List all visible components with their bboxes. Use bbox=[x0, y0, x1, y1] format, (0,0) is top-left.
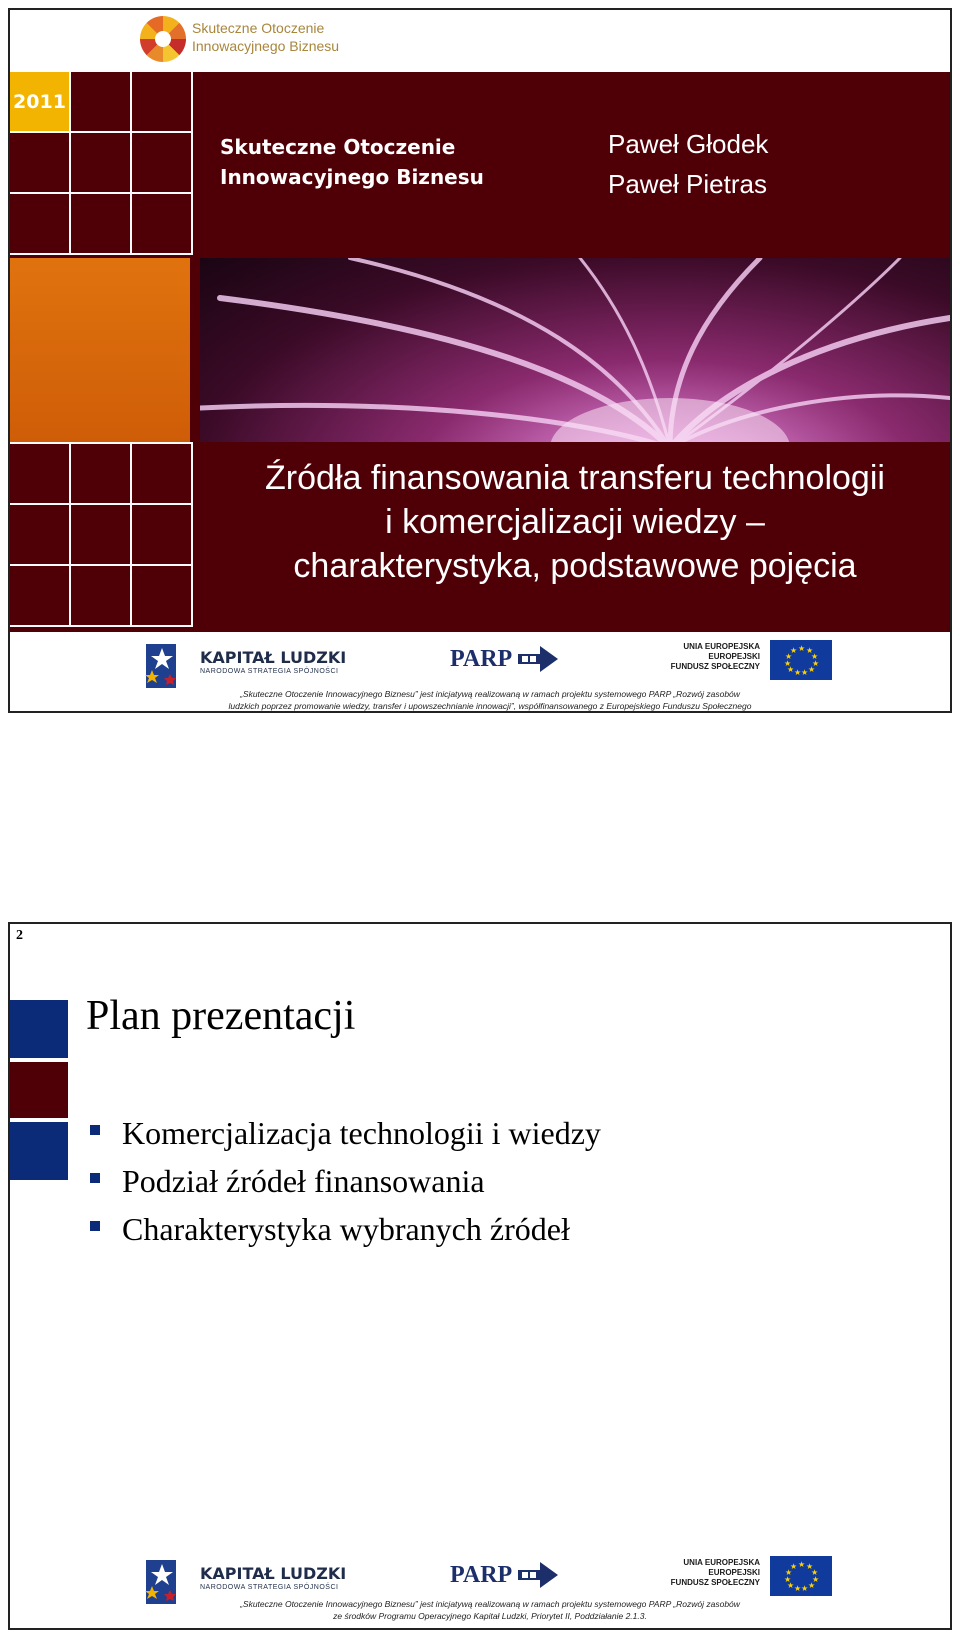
funding-note-continued bbox=[170, 700, 810, 712]
title-line-3: charakterystyka, podstawowe pojęcia bbox=[293, 547, 857, 585]
parp-logo-text: PARP bbox=[450, 1562, 513, 1588]
parp-arrow-icon bbox=[518, 1560, 558, 1590]
eu-label bbox=[670, 1558, 760, 1588]
parp-logo-text: PARP bbox=[450, 646, 513, 672]
eu-line-3: FUNDUSZ SPOŁECZNY bbox=[670, 662, 760, 671]
grid-cell bbox=[71, 505, 130, 564]
logo-line-1: Skuteczne Otoczenie bbox=[192, 20, 325, 36]
grid-cell bbox=[132, 72, 191, 131]
grid-cell bbox=[132, 133, 191, 192]
navy-stripe bbox=[10, 1122, 68, 1180]
grid-cell bbox=[71, 133, 130, 192]
slide-footer bbox=[10, 1548, 950, 1628]
brand-line-1: Skuteczne Otoczenie bbox=[220, 135, 456, 159]
grid-cell bbox=[10, 566, 69, 625]
page-number: 2 bbox=[16, 928, 23, 943]
soib-logo-text bbox=[192, 19, 339, 55]
eu-line-1: UNIA EUROPEJSKA bbox=[683, 1558, 760, 1567]
kapital-ludzki-title: KAPITAŁ LUDZKI bbox=[200, 648, 347, 667]
eu-line-1: UNIA EUROPEJSKA bbox=[683, 642, 760, 651]
grid-cell bbox=[132, 566, 191, 625]
brand-title bbox=[220, 132, 484, 192]
eu-line-3: FUNDUSZ SPOŁECZNY bbox=[670, 1578, 760, 1587]
grid-cell bbox=[10, 133, 69, 192]
plasma-image bbox=[200, 258, 950, 442]
eu-label bbox=[670, 642, 760, 672]
grid-cell bbox=[71, 566, 130, 625]
eu-flag-icon: ★ ★ ★ ★ ★ ★ ★ ★ ★ ★ ★ bbox=[770, 1556, 832, 1596]
author-2: Paweł Pietras bbox=[608, 169, 767, 199]
funding-note bbox=[170, 1598, 810, 1622]
parp-arrow-icon bbox=[518, 644, 558, 674]
maroon-stripe bbox=[10, 1062, 68, 1118]
agenda-item: Podział źródeł finansowania bbox=[90, 1157, 601, 1205]
agenda-list bbox=[90, 1109, 601, 1253]
eu-line-2: EUROPEJSKI bbox=[708, 652, 760, 661]
eu-line-2: EUROPEJSKI bbox=[708, 1568, 760, 1577]
kapital-ludzki-title: KAPITAŁ LUDZKI bbox=[200, 1564, 347, 1583]
grid-cell bbox=[132, 194, 191, 253]
grid-cell bbox=[10, 194, 69, 253]
title-line-1: Źródła finansowania transferu technologii bbox=[265, 459, 885, 497]
grid-cell bbox=[10, 505, 69, 564]
funding-note bbox=[170, 688, 810, 700]
grid-cell bbox=[132, 444, 191, 503]
eu-flag-icon: ★ ★ ★ ★ ★ ★ ★ ★ ★ ★ ★ bbox=[770, 640, 832, 680]
note-line-1: „Skuteczne Otoczenie Innowacyjnego Biznesu” jest inicjatywą realizowaną w ramach projektu systemowego PARP „Rozwój zasobów bbox=[240, 689, 740, 699]
decorative-grid bbox=[10, 72, 190, 632]
agenda-item: Komercjalizacja technologii i wiedzy bbox=[90, 1109, 601, 1157]
kapital-ludzki-subtitle: NARODOWA STRATEGIA SPÓJNOŚCI bbox=[200, 1584, 339, 1591]
orange-block bbox=[10, 258, 190, 442]
presentation-title bbox=[200, 456, 950, 588]
kapital-ludzki-logo-icon bbox=[140, 640, 184, 692]
grid-cell bbox=[132, 505, 191, 564]
year-badge: 2011 bbox=[10, 72, 69, 131]
title-band bbox=[10, 72, 950, 632]
agenda-item: Charakterystyka wybranych źródeł bbox=[90, 1205, 601, 1253]
note-line-2: ludzkich poprzez promowanie wiedzy, transfer i upowszechnianie innowacji”, współfinansowanego z Europejskiego Funduszu Społecznego bbox=[228, 701, 752, 711]
author-1: Paweł Głodek bbox=[608, 129, 769, 159]
logo-line-2: Innowacyjnego Biznesu bbox=[192, 38, 340, 54]
grid-cell bbox=[71, 194, 130, 253]
agenda-slide bbox=[8, 922, 952, 1630]
authors bbox=[608, 124, 768, 204]
title-line-2: i komercjalizacji wiedzy – bbox=[385, 503, 765, 541]
navy-stripe bbox=[10, 1000, 68, 1058]
grid-cell bbox=[71, 444, 130, 503]
kapital-ludzki-subtitle: NARODOWA STRATEGIA SPÓJNOŚCI bbox=[200, 668, 339, 675]
note-line-1: „Skuteczne Otoczenie Innowacyjnego Biznesu” jest inicjatywą realizowaną w ramach projektu systemowego PARP „Rozwój zasobów bbox=[240, 1599, 740, 1609]
grid-cell bbox=[10, 444, 69, 503]
title-slide bbox=[8, 8, 952, 713]
soib-logo bbox=[132, 10, 432, 68]
sun-logo-icon bbox=[140, 16, 186, 62]
grid-cell bbox=[71, 72, 130, 131]
slide-heading: Plan prezentacji bbox=[86, 993, 356, 1039]
note-line-3: ze środków Programu Operacyjnego Kapitał Ludzki, Priorytet II, Poddziałanie 2.1.3. bbox=[333, 1611, 647, 1621]
brand-line-2: Innowacyjnego Biznesu bbox=[220, 165, 484, 189]
